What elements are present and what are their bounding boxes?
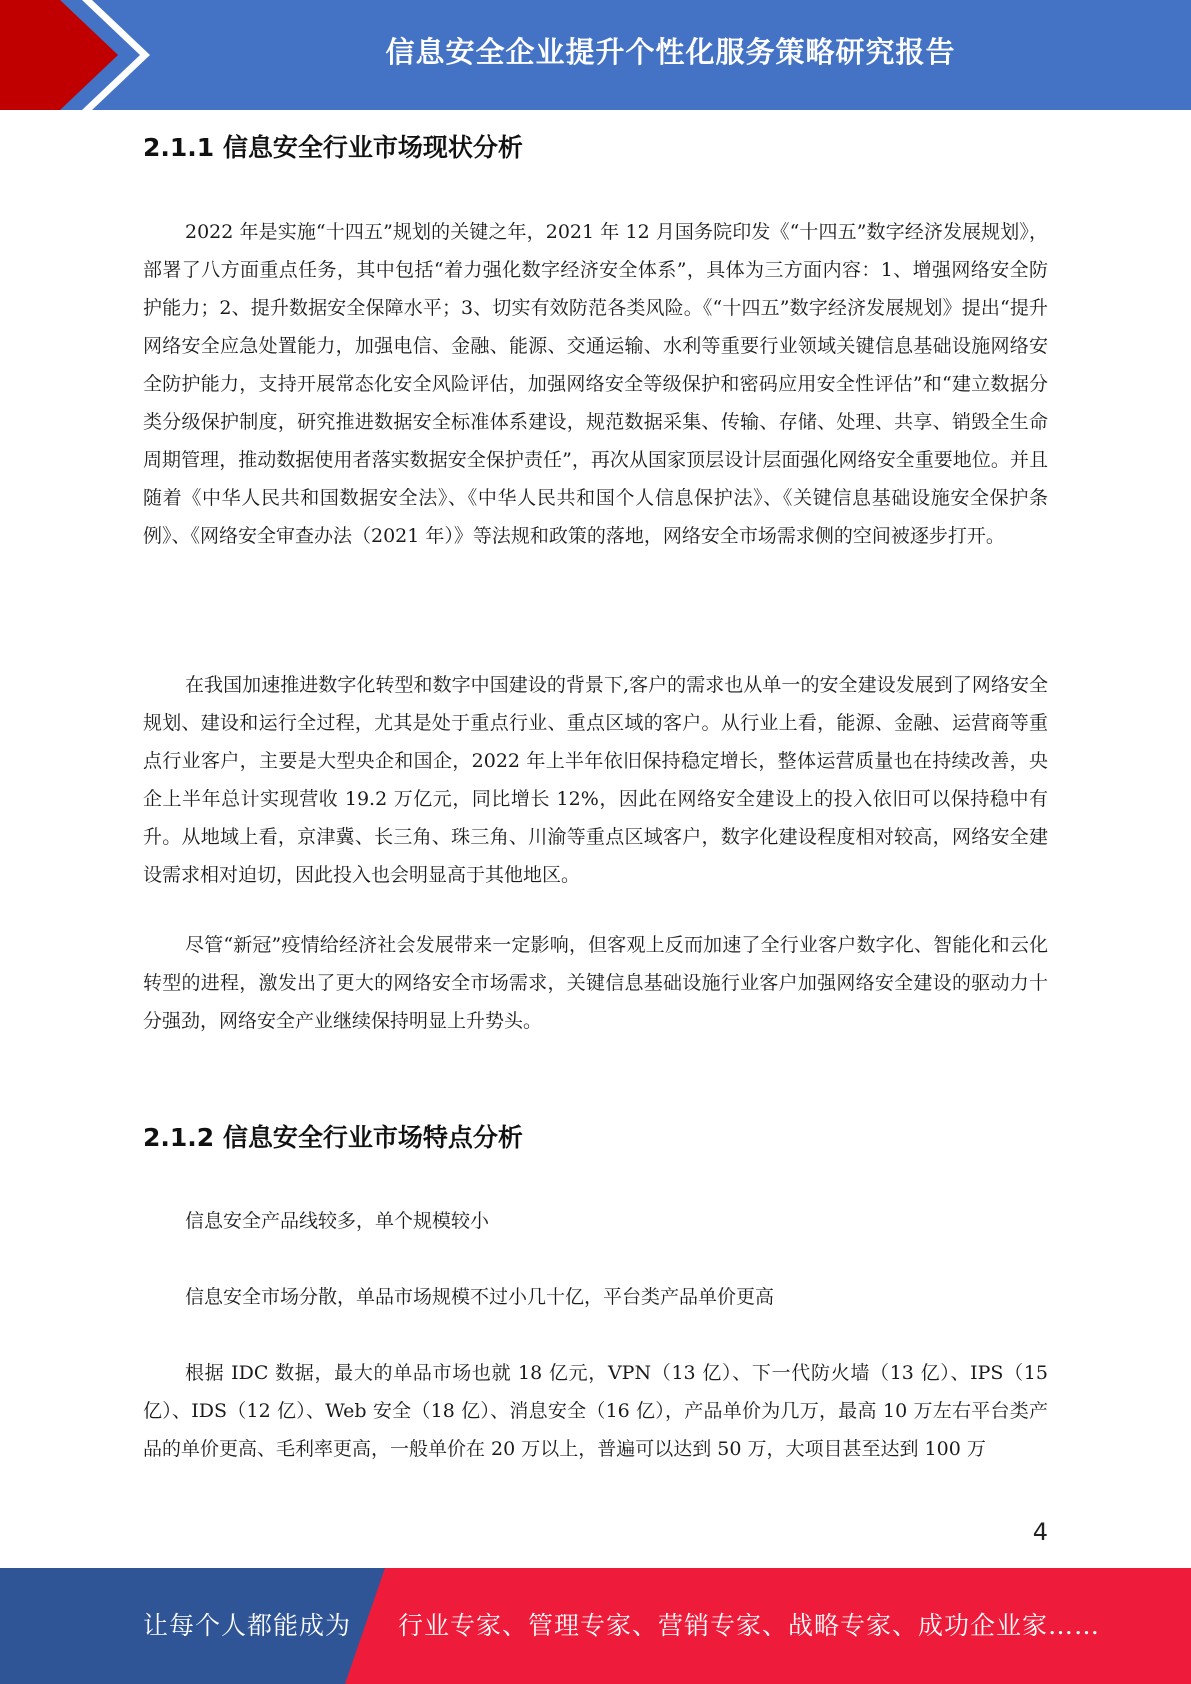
footer-slogan-right: 行业专家、管理专家、营销专家、战略专家、成功企业家…… xyxy=(398,1611,1101,1640)
paragraph: 信息安全产品线较多，单个规模较小 xyxy=(185,1210,490,1232)
section-title-2-1-2: 2.1.2 信息安全行业市场特点分析 xyxy=(143,1123,523,1152)
page-footer xyxy=(0,1568,1191,1684)
red-arrow-decoration xyxy=(0,0,160,110)
paragraph: 根据 IDC 数据，最大的单品市场也就 18 亿元，VPN（13 亿）、下一代防火墙（13 亿）、IPS（15 亿）、IDS（12 亿）、Web 安全（18 亿）、消息安全（16 亿），产品单价为几万，最高 10 万左右平台类产品的单价更高、毛利率更高，一般单价在 20 万以上，普遍可以达到 50 万，大项目甚至达到 100 万 xyxy=(143,1362,1048,1460)
paragraph: 2022 年是实施“十四五”规划的关键之年，2021 年 12 月国务院印发《“十四五”数字经济发展规划》，部署了八方面重点任务，其中包括“着力强化数字经济安全体系”，具体为三方面内容：1、增强网络安全防护能力；2、提升数据安全保障水平；3、切实有效防范各类风险。《“十四五”数字经济发展规划》提出“提升网络安全应急处置能力，加强电信、金融、能源、交通运输、水利等重要行业领域关键信息基础设施网络安全防护能力，支持开展常态化安全风险评估，加强网络安全等级保护和密码应用安全性评估”和“建立数据分类分级保护制度，研究推进数据安全标准体系建设，规范数据采集、传输、存储、处理、共享、销毁全生命周期管理，推动数据使用者落实数据安全保护责任”，再次从国家顶层设计层面强化网络安全重要地位。并且随着《中华人民共和国数据安全法》、《中华人民共和国个人信息保护法》、《关键信息基础设施安全保护条例》、《网络安全审查办法（2021 年）》等法规和政策的落地，网络安全市场需求侧的空间被逐步打开。 xyxy=(143,221,1048,547)
paragraph: 信息安全市场分散，单品市场规模不过小几十亿，平台类产品单价更高 xyxy=(185,1286,775,1308)
section-title-2-1-1: 2.1.1 信息安全行业市场现状分析 xyxy=(143,133,523,162)
page-header xyxy=(0,0,1191,110)
paragraph: 在我国加速推进数字化转型和数字中国建设的背景下,客户的需求也从单一的安全建设发展到了网络安全规划、建设和运行全过程，尤其是处于重点行业、重点区域的客户。从行业上看，能源、金融、运营商等重点行业客户，主要是大型央企和国企，2022 年上半年依旧保持稳定增长，整体运营质量也在持续改善，央企上半年总计实现营收 19.2 万亿元，同比增长 12%，因此在网络安全建设上的投入依旧可以保持稳中有升。从地域上看，京津冀、长三角、珠三角、川渝等重点区域客户，数字化建设程度相对较高，网络安全建设需求相对迫切，因此投入也会明显高于其他地区。 xyxy=(143,674,1048,886)
footer-slogan-left: 让每个人都能成为 xyxy=(143,1611,352,1640)
report-title: 信息安全企业提升个性化服务策略研究报告 xyxy=(385,34,956,69)
page-number: 4 xyxy=(1032,1518,1048,1546)
paragraph: 尽管“新冠”疫情给经济社会发展带来一定影响，但客观上反而加速了全行业客户数字化、智能化和云化转型的进程，激发出了更大的网络安全市场需求，关键信息基础设施行业客户加强网络安全建设的驱动力十分强劲，网络安全产业继续保持明显上升势头。 xyxy=(143,934,1048,1032)
